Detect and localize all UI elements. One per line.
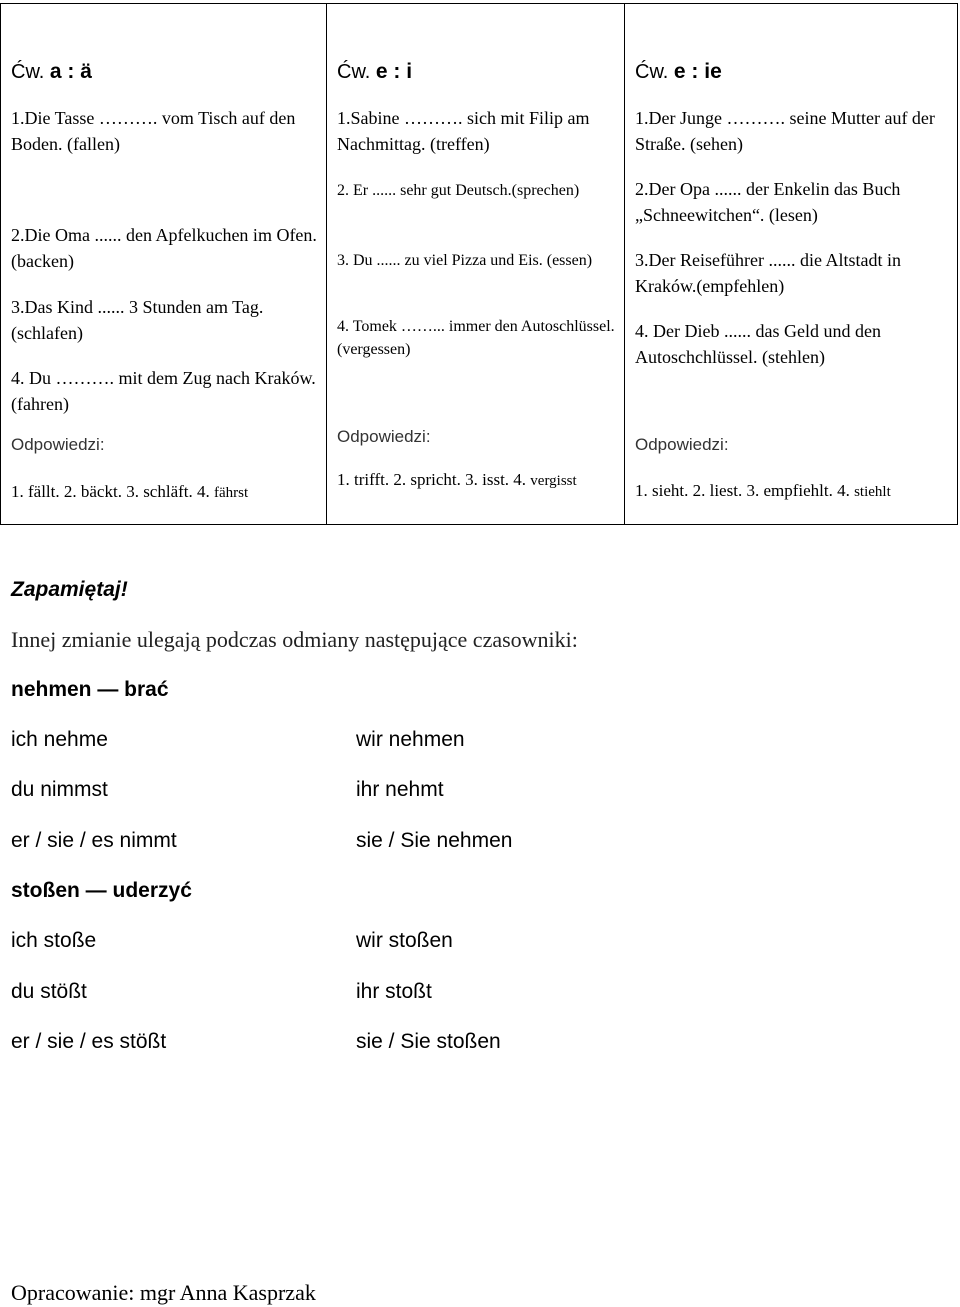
exercise-item: 2. Er ...... sehr gut Deutsch.(sprechen) xyxy=(337,182,580,199)
conjugation-form: sie / Sie nehmen xyxy=(356,829,513,852)
exercise-item: 3. Du ...... zu viel Pizza und Eis. (essen) xyxy=(337,252,593,269)
conjugation-form: ihr nehmt xyxy=(356,778,444,801)
exercise-item: 3.Das Kind ...... 3 Stunden am Tag. (schlafen) xyxy=(11,297,264,343)
conjugation-form: ich nehme xyxy=(11,728,108,751)
conjugation-form: wir stoßen xyxy=(356,929,453,952)
exercise-item: 1.Sabine ………. sich mit Filip am Nachmittag. (treffen) xyxy=(337,108,590,154)
exercise-heading: Ćw. e : i xyxy=(337,60,413,83)
answers-label: Odpowiedzi: xyxy=(635,435,729,454)
verb-header: nehmen — brać xyxy=(11,678,169,701)
exercise-column-e-i xyxy=(327,4,625,525)
conjugation-form: du stößt xyxy=(11,980,87,1003)
exercise-item: 1.Die Tasse ………. vom Tisch auf den Boden. (fallen) xyxy=(11,108,296,154)
exercise-item: 2.Die Oma ...... den Apfelkuchen im Ofen. (backen) xyxy=(11,225,317,271)
conjugation-form: du nimmst xyxy=(11,778,108,801)
exercises-table xyxy=(0,3,958,525)
exercise-heading: Ćw. a : ä xyxy=(11,60,92,83)
verb-header: stoßen — uderzyć xyxy=(11,879,192,902)
exercise-item: 1.Der Junge ………. seine Mutter auf der Straße. (sehen) xyxy=(635,108,935,154)
exercise-item: 2.Der Opa ...... der Enkelin das Buch „Schneewitchen“. (lesen) xyxy=(635,179,901,225)
exercise-heading: Ćw. e : ie xyxy=(635,60,722,83)
exercise-item: 4. Du ………. mit dem Zug nach Kraków. (fahren) xyxy=(11,368,316,414)
conjugation-form: sie / Sie stoßen xyxy=(356,1030,501,1053)
answers-text: 1. fällt. 2. bäckt. 3. schläft. 4. fährst xyxy=(11,482,249,501)
conjugation-form: ich stoße xyxy=(11,929,97,952)
conjugation-form: er / sie / es nimmt xyxy=(11,829,177,852)
exercise-item: 4. Tomek ……... immer den Autoschlüssel. (vergessen) xyxy=(337,318,615,358)
author-footer: Opracowanie: mgr Anna Kasprzak xyxy=(11,1280,316,1305)
answers-label: Odpowiedzi: xyxy=(11,435,105,454)
exercise-item: 4. Der Dieb ...... das Geld und den Autoschchlüssel. (stehlen) xyxy=(635,321,881,367)
answers-text: 1. trifft. 2. spricht. 3. isst. 4. vergisst xyxy=(337,470,577,489)
answers-text: 1. sieht. 2. liest. 3. empfiehlt. 4. stiehlt xyxy=(635,481,891,500)
conjugation-form: er / sie / es stößt xyxy=(11,1030,167,1053)
exercise-column-a-ae xyxy=(1,4,327,525)
exercise-column-e-ie xyxy=(625,4,958,525)
exercise-item: 3.Der Reiseführer ...... die Altstadt in Kraków.(empfehlen) xyxy=(635,250,901,296)
conjugation-form: wir nehmen xyxy=(356,728,465,751)
note-title: Zapamiętaj! xyxy=(11,578,128,601)
note-intro: Innej zmianie ulegają podczas odmiany następujące czasowniki: xyxy=(11,627,578,652)
answers-label: Odpowiedzi: xyxy=(337,427,431,446)
conjugation-form: ihr stoßt xyxy=(356,980,432,1003)
